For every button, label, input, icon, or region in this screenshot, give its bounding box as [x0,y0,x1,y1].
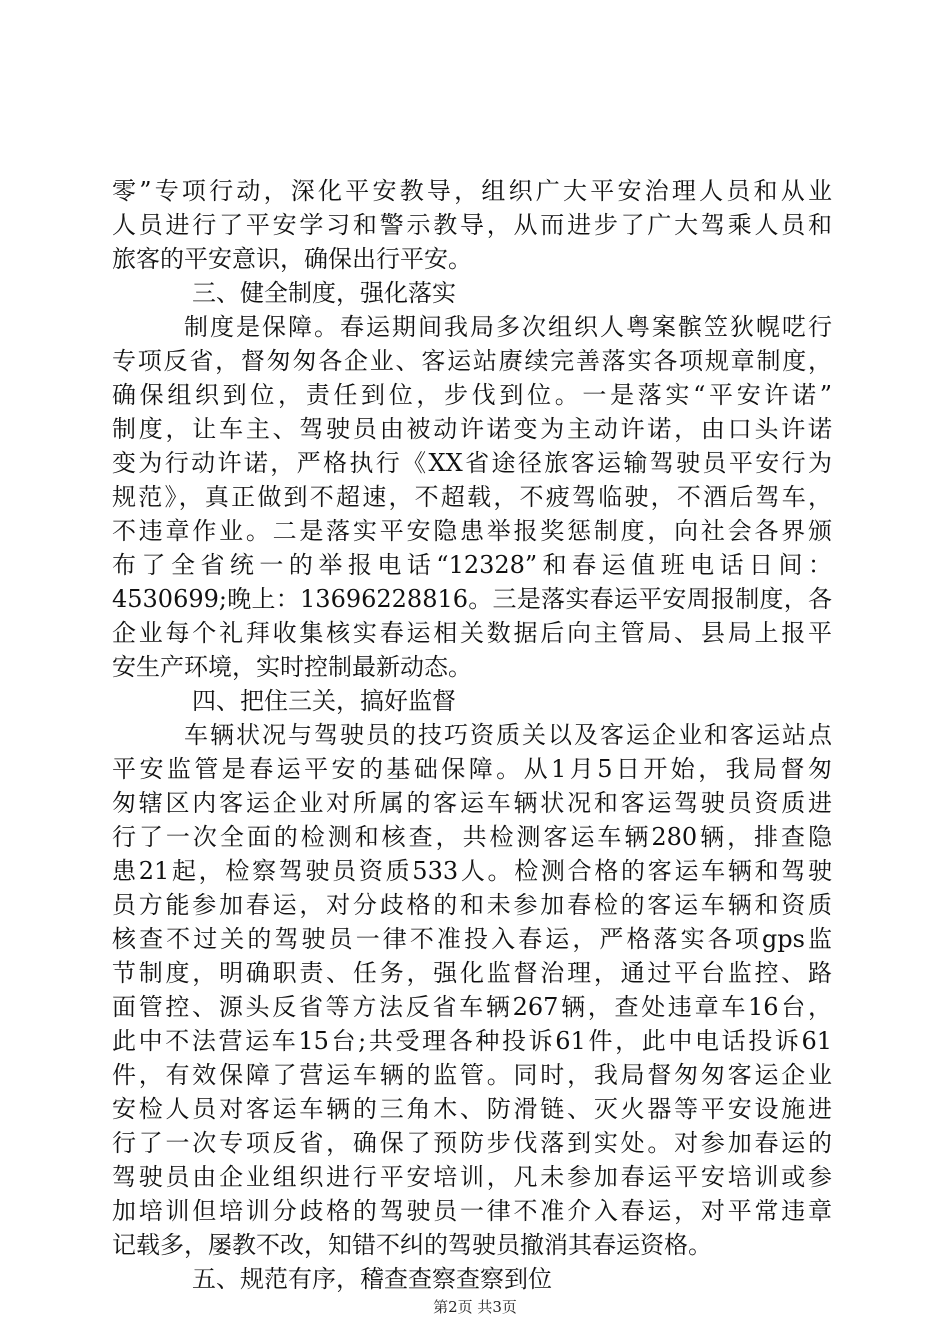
text-line: 加培训但培训分歧格的驾驶员一律不准介入春运，对平常违章 [112,1197,832,1225]
text-line: 人员进行了平安学习和警示教导，从而进步了广大驾乘人员和 [112,211,832,239]
text-line: 患21起，检察驾驶员资质533人。检测合格的客运车辆和驾驶 [112,857,832,885]
text-line: 布了全省统一的举报电话“12328”和春运值班电话日间： [112,551,832,579]
text-line: 确保组织到位，责任到位，步伐到位。一是落实“平安许诺” [112,381,832,409]
text-line: 零”专项行动，深化平安教导，组织广大平安治理人员和从业 [112,177,832,205]
text-line: 制度是保障。春运期间我局多次组织人粤案髌笠狄幌呓行 [184,313,832,341]
text-line: 安生产环境，实时控制最新动态。 [112,653,472,681]
text-line: 员方能参加春运，对分歧格的和未参加春检的客运车辆和资质 [112,891,832,919]
text-line: 匆辖区内客运企业对所属的客运车辆状况和客运驾驶员资质进 [112,789,832,817]
page-footer: 第2页 共3页 [433,1298,517,1316]
text-line: 安检人员对客运车辆的三角木、防滑链、灭火器等平安设施进 [112,1095,832,1123]
text-line: 旅客的平安意识，确保出行平安。 [112,245,472,273]
section-heading-3: 三、健全制度，强化落实 [192,279,456,307]
text-line: 不违章作业。二是落实平安隐患举报奖惩制度，向社会各界颁 [112,517,832,545]
text-line: 核查不过关的驾驶员一律不准投入春运，严格落实各项gps监 [112,925,832,953]
document-body [112,174,832,1296]
text-line: 制度，让车主、驾驶员由被动许诺变为主动许诺，由口头许诺 [112,415,832,443]
section-heading-4: 四、把住三关，搞好监督 [192,687,456,715]
text-line: 记载多，屡教不改，知错不纠的驾驶员撤消其春运资格。 [112,1231,712,1259]
text-line: 企业每个礼拜收集核实春运相关数据后向主管局、县局上报平 [112,619,832,647]
text-line: 节制度，明确职责、任务，强化监督治理，通过平台监控、路 [112,959,832,987]
text-line: 专项反省，督匆匆各企业、客运站赓续完善落实各项规章制度， [112,347,832,375]
text-line: 面管控、源头反省等方法反省车辆267辆，查处违章车16台， [112,993,832,1021]
text-line: 车辆状况与驾驶员的技巧资质关以及客运企业和客运站点 [184,721,832,749]
section-heading-5: 五、规范有序，稽查查察查察到位 [192,1265,552,1293]
text-line: 行了一次全面的检测和核查，共检测客运车辆280辆，排查隐 [112,823,832,851]
text-line: 4530699;晚上：13696228816。三是落实春运平安周报制度，各 [112,585,832,613]
text-line: 驾驶员由企业组织进行平安培训，凡未参加春运平安培训或参 [112,1163,832,1191]
text-line: 行了一次专项反省，确保了预防步伐落到实处。对参加春运的 [112,1129,832,1157]
text-line: 此中不法营运车15台;共受理各种投诉61件，此中电话投诉61 [112,1027,832,1055]
text-line: 件，有效保障了营运车辆的监管。同时，我局督匆匆客运企业 [112,1061,832,1089]
text-line: 平安监管是春运平安的基础保障。从1月5日开始，我局督匆 [112,755,832,783]
text-line: 变为行动许诺，严格执行《XX省途径旅客运输驾驶员平安行为 [112,449,832,477]
text-line: 规范》，真正做到不超速，不超载，不疲驾临驶，不酒后驾车， [112,483,832,511]
